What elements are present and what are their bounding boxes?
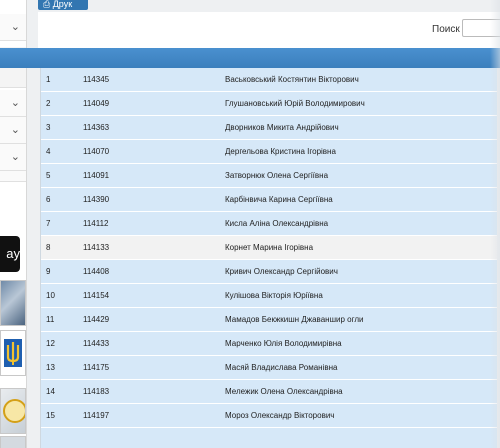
row-number: 1 (46, 75, 51, 84)
search-label: Поиск (432, 24, 460, 35)
table-row[interactable] (41, 284, 497, 308)
row-id: 114408 (83, 267, 110, 276)
chevron-down-icon: ⌄ (10, 150, 20, 163)
banner-image-partial[interactable] (0, 436, 26, 448)
table-row[interactable] (41, 332, 497, 356)
row-full-name: Кисла Аліна Олександрівна (225, 219, 329, 228)
row-full-name: Мамадов Бекжкишн Джаваншир огли (225, 315, 364, 324)
row-number: 12 (46, 339, 55, 348)
chevron-down-icon: ⌄ (10, 123, 20, 136)
seal-icon (3, 399, 26, 423)
table-row[interactable] (41, 236, 497, 260)
print-button[interactable] (38, 0, 88, 10)
row-number: 13 (46, 363, 55, 372)
sidebar-menu-item-3[interactable] (0, 117, 26, 144)
row-id: 114154 (83, 291, 110, 300)
row-full-name: Дворников Микита Андрійович (225, 123, 339, 132)
table-row[interactable] (41, 212, 497, 236)
row-full-name: Кулішова Вікторія Юріївна (225, 291, 323, 300)
row-number: 10 (46, 291, 55, 300)
table-header-band (0, 48, 500, 68)
row-number: 15 (46, 411, 55, 420)
chevron-down-icon: ⌄ (10, 96, 20, 109)
app-store-badge[interactable] (0, 236, 20, 272)
banner-coat-of-arms[interactable] (0, 330, 26, 376)
row-number: 4 (46, 147, 51, 156)
row-id: 114070 (83, 147, 110, 156)
table-row[interactable] (41, 188, 497, 212)
row-full-name: Карбінвича Карина Сергіївна (225, 195, 333, 204)
row-id: 114363 (83, 123, 110, 132)
row-id: 114183 (83, 387, 110, 396)
trident-icon (4, 339, 22, 367)
students-table (40, 68, 497, 448)
banner-building-image[interactable] (0, 280, 26, 326)
row-id: 114049 (83, 99, 110, 108)
row-full-name: Кривич Олександр Сергійович (225, 267, 338, 276)
row-id: 114433 (83, 339, 110, 348)
row-full-name: Корнет Марина Ігорівна (225, 243, 314, 252)
table-row[interactable] (41, 68, 497, 92)
table-row[interactable] (41, 308, 497, 332)
table-row[interactable] (41, 380, 497, 404)
row-number: 2 (46, 99, 51, 108)
chevron-down-icon: ⌄ (10, 20, 20, 33)
row-id: 114112 (83, 219, 109, 228)
sidebar-menu-item-4[interactable] (0, 144, 26, 171)
row-number: 8 (46, 243, 51, 252)
search-bar (38, 12, 500, 48)
sidebar-menu-item-2[interactable] (0, 90, 26, 117)
row-id: 114197 (83, 411, 110, 420)
table-row[interactable] (41, 164, 497, 188)
row-id: 114429 (83, 315, 110, 324)
row-id: 114091 (83, 171, 110, 180)
row-id: 114345 (83, 75, 110, 84)
row-number: 9 (46, 267, 51, 276)
sidebar-menu-item-1[interactable] (0, 14, 26, 41)
row-id: 114175 (83, 363, 110, 372)
table-row[interactable] (41, 404, 497, 428)
row-number: 3 (46, 123, 51, 132)
print-icon: ⎙ (43, 0, 53, 9)
search-input[interactable] (462, 19, 500, 37)
print-button-label: Друк (52, 0, 73, 9)
banner-seal-image[interactable] (0, 388, 26, 434)
row-full-name: Васьковський Костянтин Вікторович (225, 75, 359, 84)
sidebar-menu-item-5[interactable] (0, 171, 26, 182)
row-full-name: Масяй Владислава Романівна (225, 363, 338, 372)
app-store-badge-text: ay (6, 246, 20, 261)
row-full-name: Глушановський Юрій Володимирович (225, 99, 365, 108)
row-id: 114390 (83, 195, 110, 204)
row-number: 5 (46, 171, 51, 180)
table-row[interactable] (41, 356, 497, 380)
row-id: 114133 (83, 243, 110, 252)
row-full-name: Марченко Юлія Володимирівна (225, 339, 342, 348)
table-row-partial[interactable] (41, 428, 497, 448)
table-row[interactable] (41, 116, 497, 140)
table-row[interactable] (41, 140, 497, 164)
row-number: 6 (46, 195, 51, 204)
row-full-name: Дергельова Кристина Ігорівна (225, 147, 336, 156)
row-number: 14 (46, 387, 55, 396)
row-number: 11 (46, 315, 55, 324)
row-number: 7 (46, 219, 51, 228)
row-full-name: Затворнюк Олена Сергіївна (225, 171, 329, 180)
table-row[interactable] (41, 92, 497, 116)
row-full-name: Мороз Олександр Вікторович (225, 411, 335, 420)
table-row[interactable] (41, 260, 497, 284)
row-full-name: Мележик Олена Олександрівна (225, 387, 343, 396)
